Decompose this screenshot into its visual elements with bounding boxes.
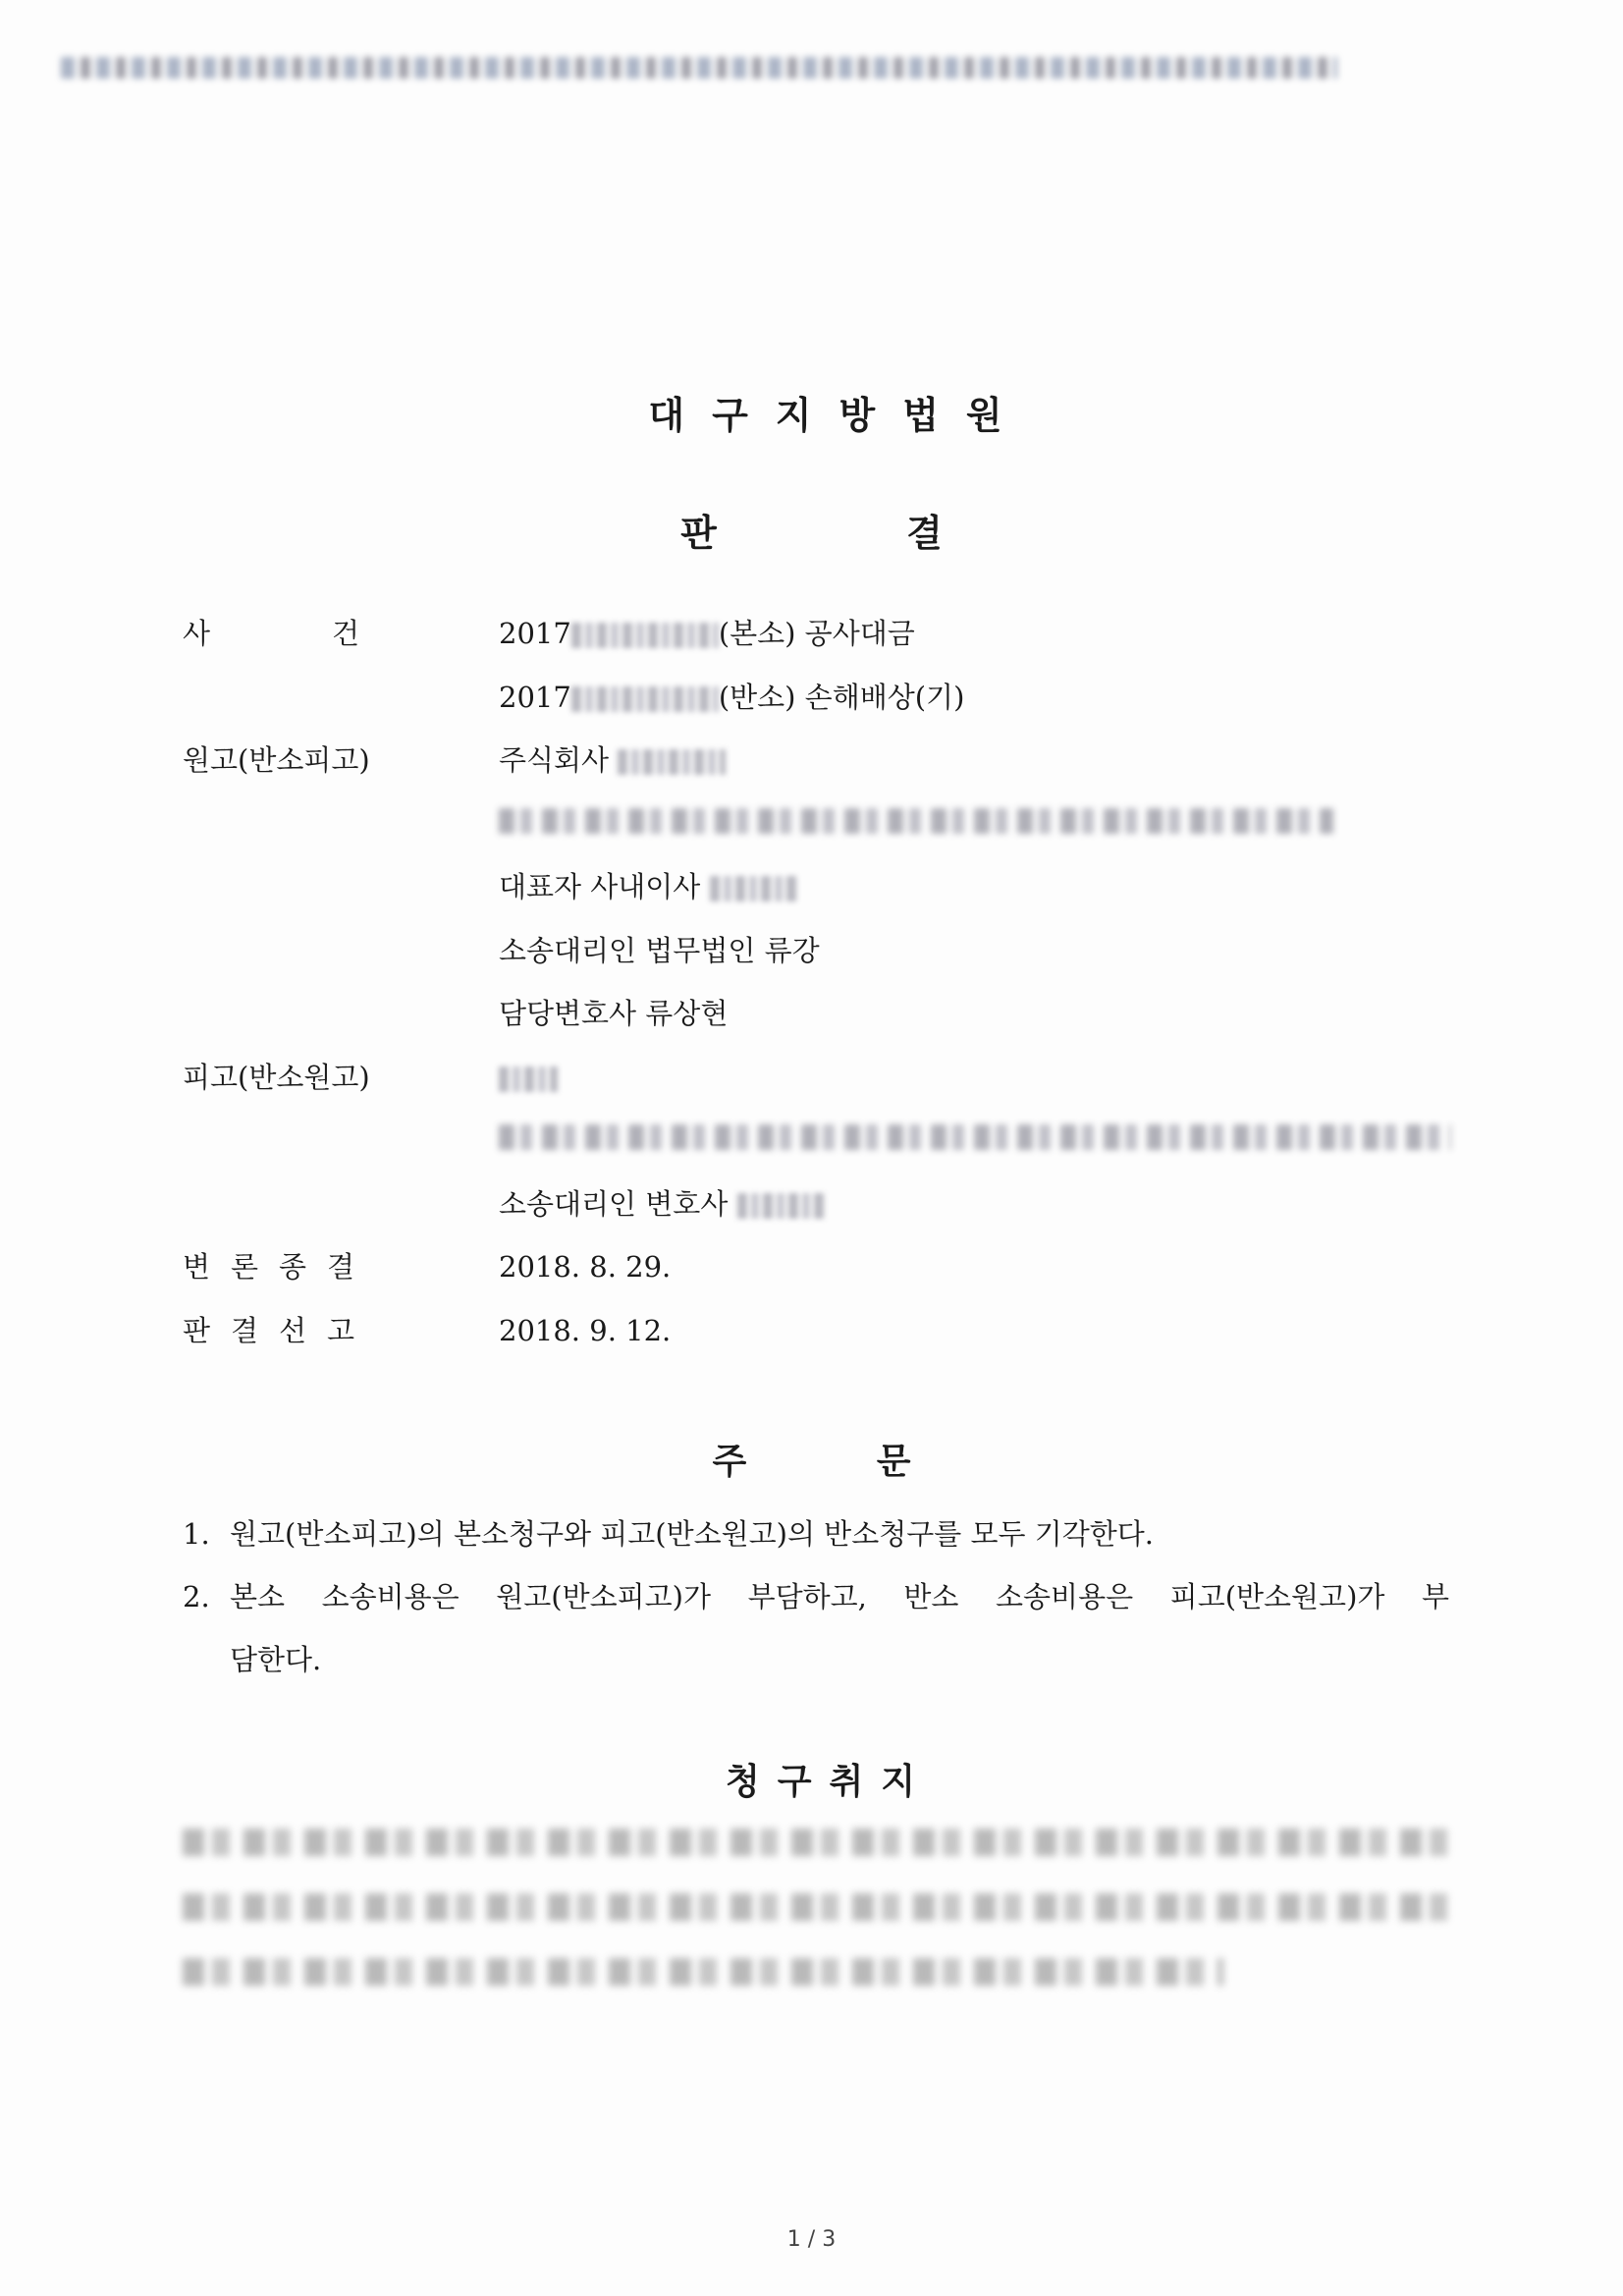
attorney-prefix: 소송대리인 변호사: [499, 1186, 729, 1221]
company-prefix: 주식회사: [499, 743, 610, 777]
claim-section-title: 청구취지: [725, 1762, 934, 1802]
plaintiff-name: [499, 740, 726, 780]
case-number-counter: [499, 678, 964, 717]
plaintiff-attorney-firm-row: [183, 931, 1459, 995]
case-row: [183, 614, 1459, 678]
redacted-claim-line: [183, 1958, 1223, 1986]
plaintiff-row: [183, 740, 1459, 804]
representative-prefix: 대표자 사내이사: [499, 870, 701, 903]
defendant-address-row: [183, 1121, 1459, 1184]
order-item-1: [183, 1503, 1449, 1565]
order-item-number: 1.: [183, 1517, 210, 1551]
order-item-2-line1: [183, 1565, 1449, 1628]
case-number-main: [499, 614, 915, 653]
case-type: (반소) 손해배상(기): [718, 680, 965, 714]
plaintiff-attorney-lawyer-row: [183, 994, 1459, 1058]
defendant-attorney: [499, 1184, 826, 1224]
plaintiff-label: 원고(반소피고): [183, 743, 370, 777]
hearing-label: 변 론 종 결: [183, 1250, 354, 1284]
case-year: 2017: [499, 680, 571, 714]
defendant-label: 피고(반소원고): [183, 1060, 370, 1094]
redacted-defendant-name: [499, 1066, 558, 1092]
defendant-address: [499, 1121, 1451, 1160]
redacted-address: [499, 1124, 1451, 1150]
order-section-title: 주 문: [712, 1442, 911, 1482]
redacted-representative-name: [710, 876, 798, 902]
page-number: 1 / 3: [786, 2227, 837, 2252]
case-type: (본소) 공사대금: [718, 617, 915, 650]
order-item-2-line2: [183, 1628, 1449, 1691]
order-list: [183, 1503, 1449, 1691]
defendant-attorney-row: [183, 1184, 1459, 1248]
plaintiff-attorney-firm: 소송대리인 법무법인 류강: [499, 933, 820, 967]
case-year: 2017: [499, 617, 571, 650]
redacted-case-number: [571, 623, 719, 648]
redacted-case-number: [571, 686, 719, 712]
plaintiff-representative: [499, 867, 798, 906]
verdict-row: [183, 1311, 1459, 1375]
hearing-date: 2018. 8. 29.: [499, 1250, 672, 1284]
redacted-claim-line: [183, 1829, 1449, 1856]
plaintiff-representative-row: [183, 867, 1459, 931]
order-item-text-continued: 담한다.: [230, 1643, 322, 1676]
case-row-counterclaim: [183, 678, 1459, 741]
case-info-table: [183, 614, 1459, 1374]
defendant-name: [499, 1058, 558, 1097]
case-label: 사 건: [183, 617, 359, 650]
verdict-label: 판 결 선 고: [183, 1313, 354, 1347]
redacted-address: [499, 808, 1333, 834]
plaintiff-address: [499, 804, 1333, 844]
redacted-claim-line: [183, 1893, 1449, 1921]
order-item-text: 본소 소송비용은 원고(반소피고)가 부담하고, 반소 소송비용은 피고(반소원고)가 부: [230, 1580, 1449, 1613]
redacted-company-name: [618, 749, 726, 775]
redacted-header-line: [61, 57, 1337, 79]
redacted-attorney-name: [737, 1193, 826, 1219]
hearing-row: [183, 1247, 1459, 1311]
plaintiff-address-row: [183, 804, 1459, 868]
document-type-title: 판 결: [680, 512, 943, 555]
redacted-claim-body: [183, 1829, 1449, 2023]
defendant-row: [183, 1058, 1459, 1121]
plaintiff-attorney-lawyer: 담당변호사 류상현: [499, 997, 729, 1030]
order-item-number: 2.: [183, 1580, 210, 1613]
court-name: 대구지방법원: [648, 394, 1030, 437]
verdict-date: 2018. 9. 12.: [499, 1313, 672, 1347]
order-item-text: 원고(반소피고)의 본소청구와 피고(반소원고)의 반소청구를 모두 기각한다.: [230, 1517, 1154, 1551]
